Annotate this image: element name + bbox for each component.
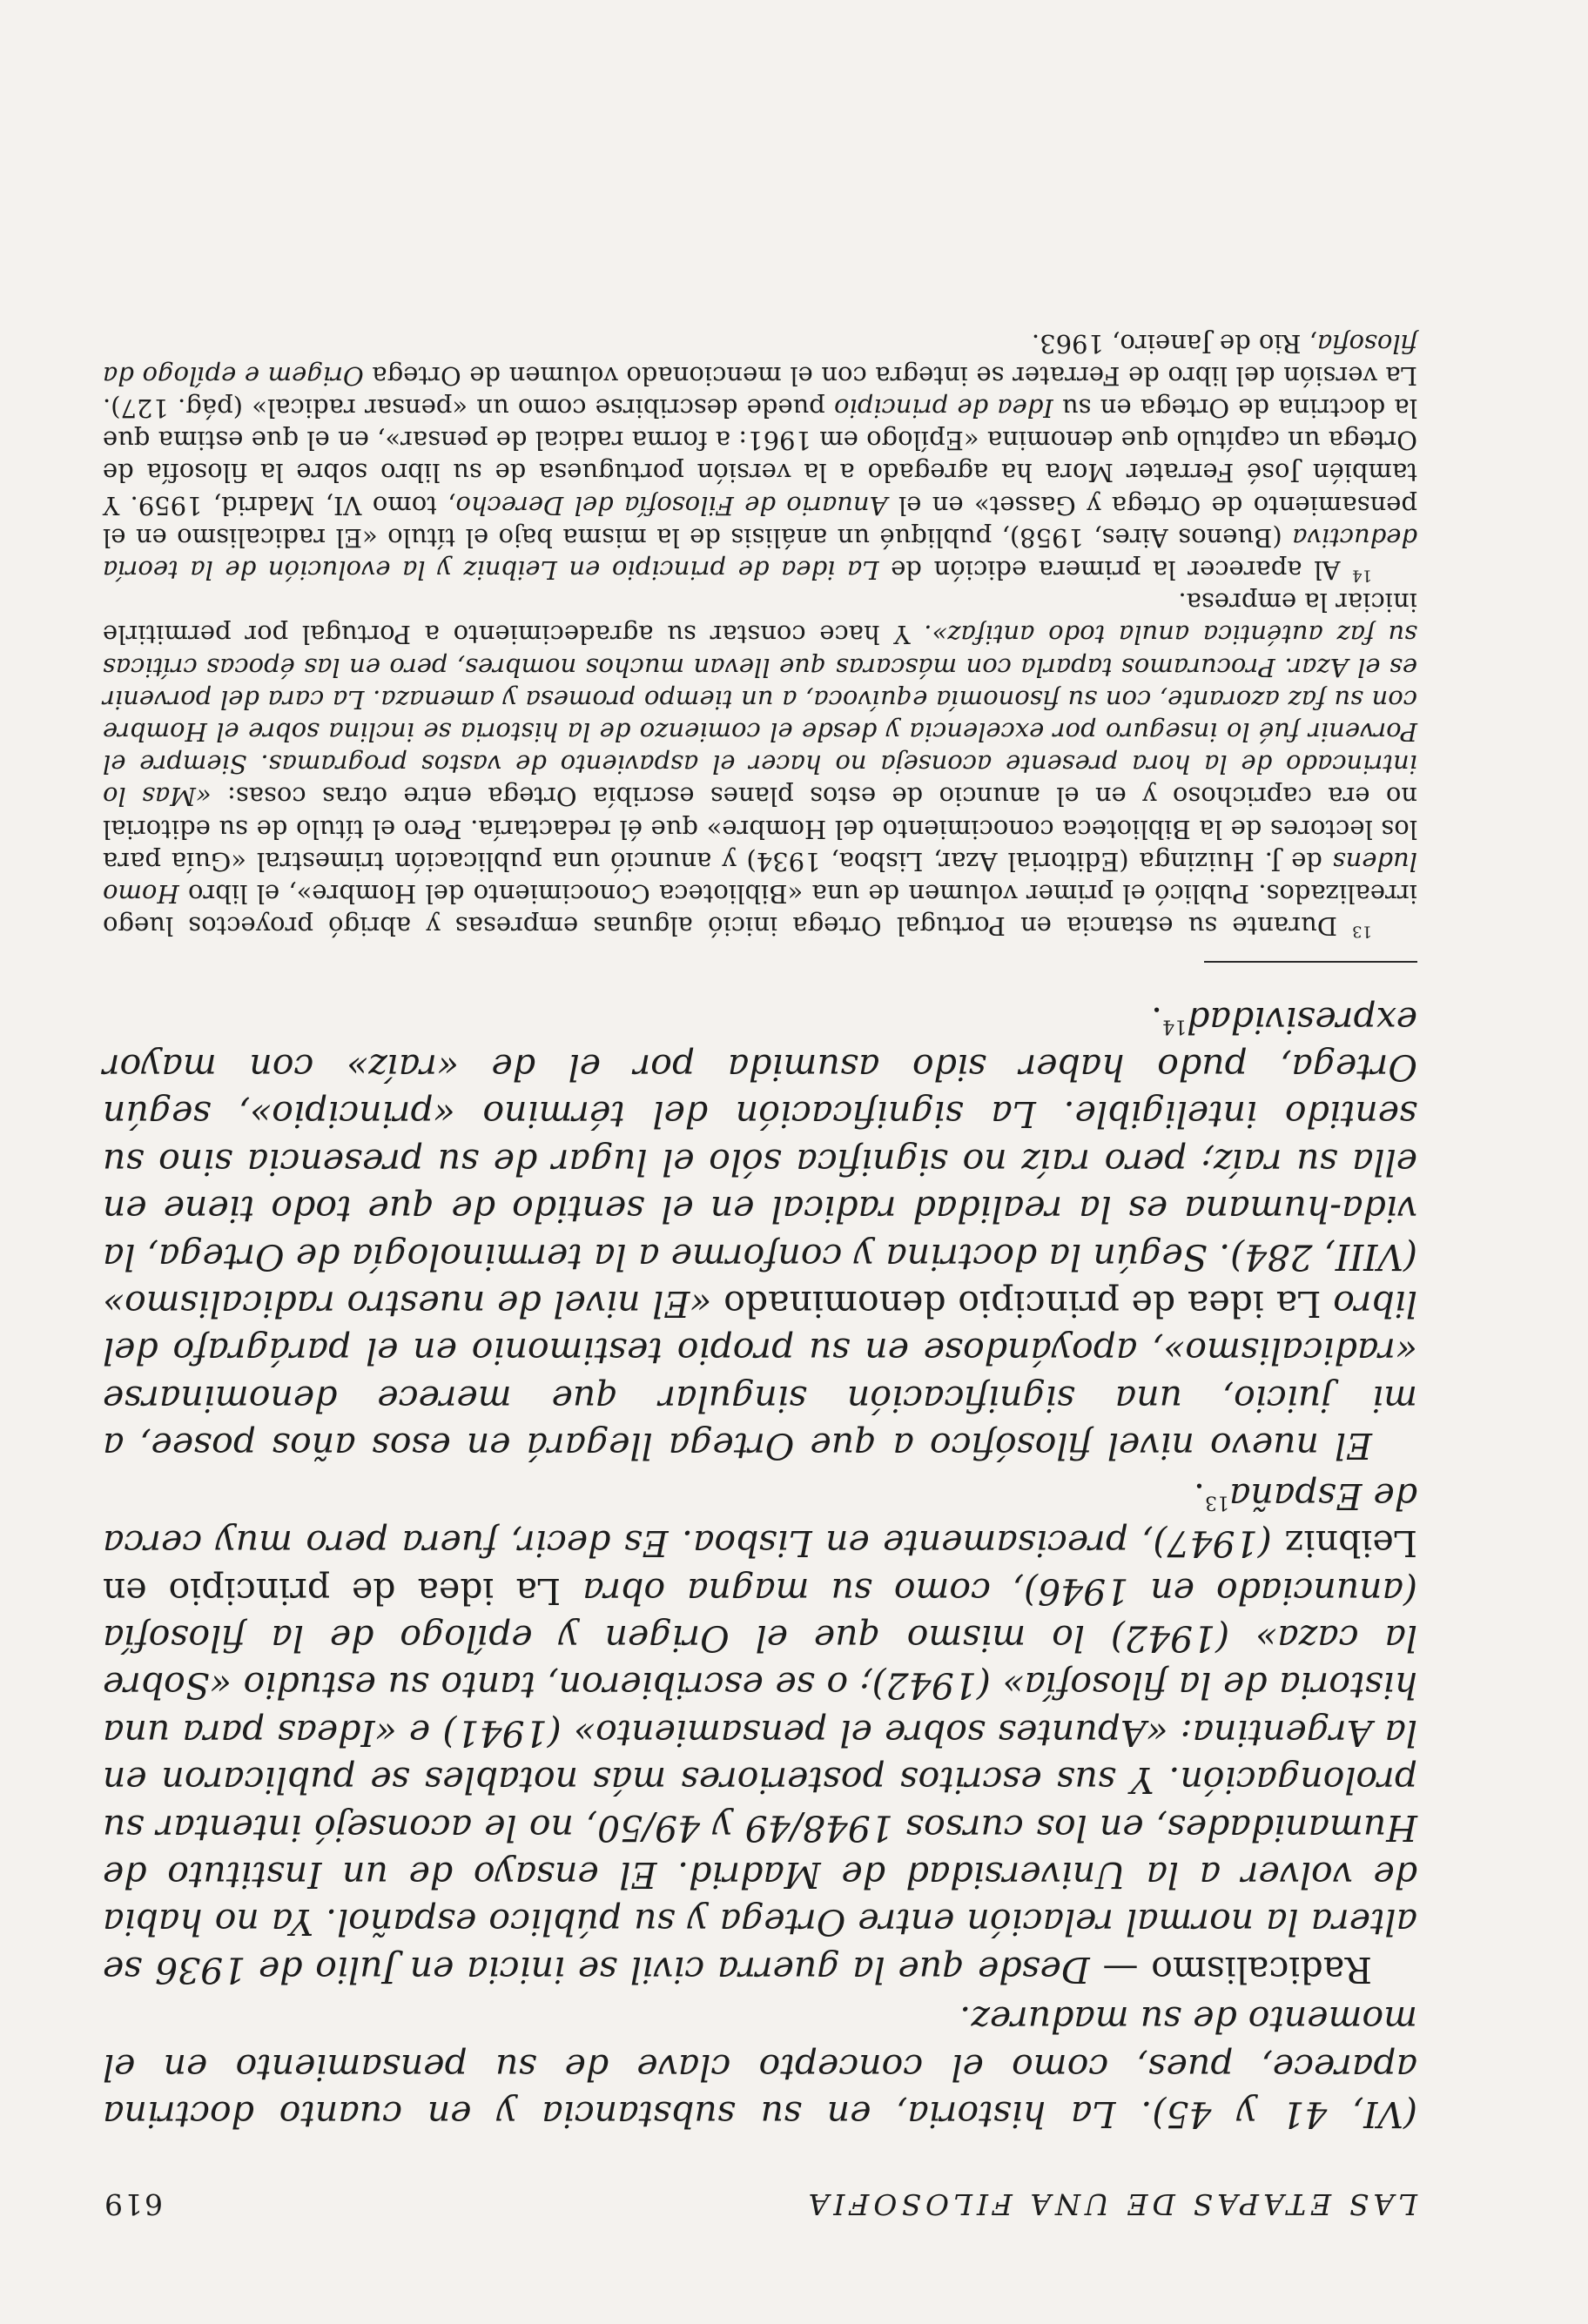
footnote-14-text-d: puede describirse como un «pensar radical» (pág. 127). La versión del libro de Ferrater se integra con el mencionado volumen de Ortega xyxy=(103,360,1417,423)
running-head xyxy=(103,2169,1417,2221)
footnote-14-number: 14 xyxy=(1352,566,1372,585)
footnote-ref-13[interactable]: 13 xyxy=(1204,1491,1229,1514)
footnote-14-text-a: Al aparecer la primera edición de xyxy=(878,555,1353,586)
paragraph-3 xyxy=(103,996,1417,1469)
footnote-14-title-d: Origem e epílogo da filosofia xyxy=(103,328,1417,391)
paragraph-3-title-ref: La idea de principio denominado xyxy=(711,1283,1334,1326)
footnote-14-text-e: , Rio de Janeiro, 1963. xyxy=(1031,328,1317,359)
footnote-13-text-c: Y hace constar su agradecimiento a Portugal por permitirle iniciar la empresa. xyxy=(103,588,1417,650)
paragraph-3-end: . xyxy=(1151,998,1163,1041)
paragraph-3-text-b: «El nivel de nuestro radicalismo» (VIII, 284). Según la doctrina y conforme a la terminología de Ortega, la vida-humana es la realidad radical en el sentido de que todo tiene en ella su raíz; pero raíz no significa sólo el lugar de su presencia sino su sentido inteligible. La significación del término «principio», según Ortega, pudo haber sido asumida por el de «raíz» con mayor expresividad xyxy=(102,998,1417,1326)
footnote-14 xyxy=(103,326,1417,586)
paragraph-1-text: (VI, 41 y 45). La historia, en su substancia y en cuanto doctrina aparece, pues, como el concepto clave de su pensamiento en el momento de su madurez. xyxy=(103,1998,1417,2135)
paragraph-1 xyxy=(103,1996,1417,2138)
paragraph-2-title-ref: La idea de principio en Leibniz xyxy=(102,1522,1417,1612)
page-number: 619 xyxy=(103,2187,163,2221)
paragraph-2 xyxy=(103,1472,1417,1992)
footnote-13 xyxy=(103,586,1417,942)
footnote-14-title-a: La idea de principio en Leibniz y la evolución de la teoría deductiva xyxy=(102,522,1417,586)
footnote-13-title: Homo ludens xyxy=(103,846,1417,910)
running-head-title: LAS ETAPAS DE UNA FILOSOFIA xyxy=(804,2187,1417,2221)
footnote-13-text-b: de J. Huizinga (Editorial Azar, Lisboa, 1934) y anunció una publicación trimestral «Guía para los lectores de la Biblioteca conocimiento del Hombre» que él redactaría. Pero el título de su editorial no era caprichoso y en el anuncio de estos planes escribía Ortega entre otras cosas: xyxy=(103,782,1417,877)
paragraph-2-text-a: Desde que la guerra civil se inicia en Julio de 1936 se altera la normal relación entre Ortega y su público español. Ya no habia de volver a la Universidad de Madrid. El ensayo de un Instituto de Humanidades, en los cursos 1948/49 y 49/50, no le aconsejó intentar su prolongación. Y sus escritos posteriores más notables se publicaron en la Argentina: «Apuntes sobre el pensamiento» (1941) e «Ideas para una historia de la filosofía» (1942); o se escribieron, tanto su estudio «Sobre la caza» (1942) lo mismo que el Origen y epílogo de la filosofía (anunciado en 1946), como su magna obra xyxy=(103,1569,1417,1991)
footnote-13-number: 13 xyxy=(1352,922,1372,941)
footnote-14-title-b: Anuario de Filosofía del Derecho xyxy=(455,490,888,521)
footnote-14-text-c: , tomo VI, Madrid, 1959. Y también José Ferrater Mora ha agregado a la versión portuguesa de su libro sobre la filosofía de Ortega un capítulo que denomina «Epílogo em 1961: a forma radical de pensar», en el que estima que la doctrina de Ortega en su xyxy=(103,393,1417,521)
paragraph-2-end: . xyxy=(1193,1474,1205,1517)
footnote-14-text-b: (Buenos Aires, 1958), publiqué un análisis de la misma bajo el título «El radicalismo en el pensamiento de Ortega y Gasset» en el xyxy=(103,490,1417,553)
section-heading-radicalismo: Radicalismo — xyxy=(1089,1948,1372,1991)
footnote-13-text-a: Durante su estancia en Portugal Ortega inició algunas empresas y abrigó proyectos luego irrealizados. Publicó el primer volumen de una «Biblioteca Conocimiento del Hombre», el libro xyxy=(103,879,1417,942)
page-content xyxy=(103,326,1417,2221)
footnote-13-quote: «Mas lo intrincado de la hora presente aconseja no hacer el aspaviento de vastos programas. Siempre el Porvenir fué lo inseguro por excelencia y desde el comienzo de la historia se inclina sobre el Hombre con su faz azorante, con su fisonomía equívoca, a un tiempo promesa y amenaza. La cara del porvenir es el Azar. Procuramos taparla con máscaras que llevan muchos nombres, pero en las épocas críticas su faz auténtica anula todo antifaz». xyxy=(103,620,1417,812)
paragraph-2-text-b: (1947), precisamente en Lisboa. Es decir, fuera pero muy cerca de España xyxy=(103,1474,1417,1565)
paragraph-3-text-a: El nuevo nivel filosófico a que Ortega llegará en esos años posee, a mi juicio, una significación singular que merece denominarse «radicalismo», apoyándose en su propio testimonio en el parágrafo del libro xyxy=(103,1283,1417,1468)
footnote-divider xyxy=(1204,961,1417,963)
footnote-ref-14[interactable]: 14 xyxy=(1162,1015,1188,1038)
footnote-14-title-c: Idea de principio xyxy=(834,393,1053,423)
